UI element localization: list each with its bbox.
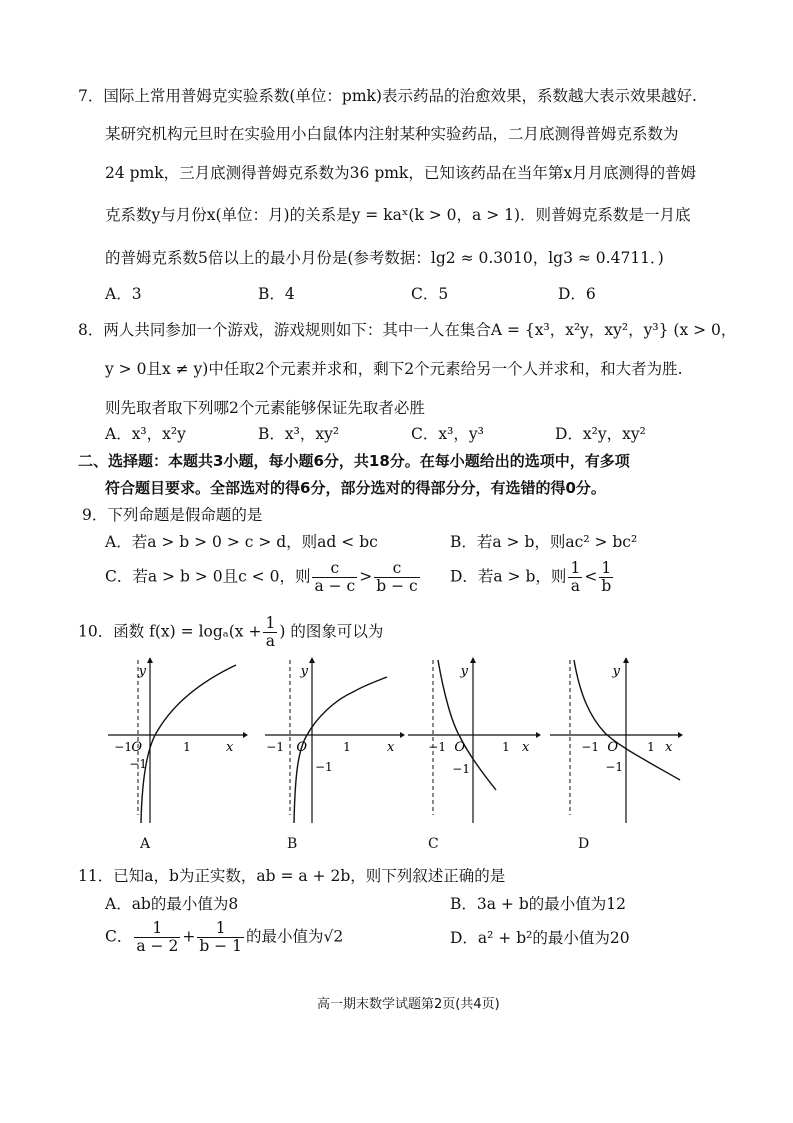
q10-stem-post: ) 的图象可以为 <box>279 622 384 641</box>
x-minus-one-label: −1 <box>581 740 599 754</box>
q10-graph-d <box>550 655 685 825</box>
x-one-label: 1 <box>647 740 655 754</box>
q10-graph-b-label: B <box>287 836 298 852</box>
q9-stem: 9．下列命题是假命题的是 <box>82 506 263 524</box>
x-label: x <box>387 740 395 755</box>
q9-option-c-operator: > <box>359 567 373 586</box>
q10-graph-b-svg <box>265 655 405 825</box>
y-axis-arrow <box>470 657 476 663</box>
q10-stem-pre: 10．函数 f(x) = logₐ(x + <box>78 622 262 641</box>
q9-option-d <box>450 560 615 595</box>
q9-option-c-fraction-2 <box>374 560 419 595</box>
q7-line-5: 的普姆克系数5倍以上的最小月份是(参考数据：lg2 ≈ 0.3010，lg3 ≈ 0.4711．) <box>105 249 664 267</box>
q10-graph-b <box>265 655 405 825</box>
q11-option-c-suffix: 的最小值为√2 <box>245 927 344 946</box>
y-label: y <box>138 664 146 679</box>
y-minus-one-label: −1 <box>315 760 333 774</box>
numerator: 1 <box>599 560 613 578</box>
q11-option-a: A．ab的最小值为8 <box>105 895 239 913</box>
curve <box>574 660 680 780</box>
x-one-label: 1 <box>183 740 191 754</box>
denominator: a <box>265 632 276 650</box>
origin-label: O <box>296 740 307 755</box>
x-axis-arrow <box>678 732 683 738</box>
q8-option-b: B．x³，xy² <box>258 425 340 443</box>
q9-option-c <box>105 560 422 595</box>
y-label: y <box>460 664 468 679</box>
q9-option-b: B．若a > b，则ac² > bc² <box>450 533 638 551</box>
q7-option-a: A．3 <box>105 285 142 303</box>
q9-option-d-fraction-2 <box>599 560 613 595</box>
numerator: c <box>374 560 419 578</box>
numerator: c <box>312 560 357 578</box>
q7-option-b: B．4 <box>258 285 295 303</box>
page-footer: 高一期末数学试题第2页(共4页) <box>317 997 500 1012</box>
x-minus-one-label: −1 <box>114 740 132 754</box>
q7-line-4: 克系数y与月份x(单位：月)的关系是y = kaˣ(k > 0，a > 1)．则普姆克系数是一月底 <box>105 206 691 224</box>
q7-option-d: D．6 <box>558 285 596 303</box>
denominator: a <box>570 577 580 595</box>
q8-line-3: 则先取者取下列哪2个元素能够保证先取者必胜 <box>105 399 425 417</box>
y-label: y <box>300 664 308 679</box>
q8-line-2: y > 0且x ≠ y)中任取2个元素并求和，剩下2个元素给另一个人并求和，和大者为胜. <box>105 360 683 378</box>
q9-option-c-text: C．若a > b > 0且c < 0，则 <box>105 567 311 586</box>
q10-stem <box>78 615 383 650</box>
x-axis-arrow <box>243 732 248 738</box>
denominator: b − 1 <box>199 937 242 955</box>
x-label: x <box>226 740 234 755</box>
denominator: a − c <box>314 577 356 595</box>
q8-option-d: D．x²y，xy² <box>555 425 646 443</box>
q11-option-d: D．a² + b²的最小值为20 <box>450 929 630 947</box>
q11-option-c-operator: + <box>182 927 196 946</box>
q7-line-2: 某研究机构元旦时在实验用小白鼠体内注射某种实验药品，二月底测得普姆克系数为 <box>105 125 679 143</box>
q9-option-d-operator: < <box>584 567 598 586</box>
section-2-heading: 二、选择题：本题共3小题，每小题6分，共18分。在每小题给出的选项中，有多项 <box>78 452 630 470</box>
origin-label: O <box>454 740 465 755</box>
x-one-label: 1 <box>502 740 510 754</box>
denominator: b − c <box>376 577 418 595</box>
q11-option-b: B．3a + b的最小值为12 <box>450 895 626 913</box>
y-axis-arrow <box>309 657 315 663</box>
x-minus-one-label: −1 <box>266 740 284 754</box>
denominator: b <box>601 577 612 595</box>
q10-graph-a-svg <box>108 655 248 825</box>
q8-option-a: A．x³，x²y <box>105 425 186 443</box>
x-axis-arrow <box>536 732 541 738</box>
q11-stem: 11．已知a，b为正实数，ab = a + 2b，则下列叙述正确的是 <box>78 867 506 885</box>
q10-graph-a-label: A <box>140 836 151 852</box>
numerator: 1 <box>570 559 581 577</box>
q7-line-3: 24 pmk，三月底测得普姆克系数为36 pmk，已知该药品在当年第x月月底测得的普姆 <box>105 164 697 182</box>
numerator: 1 <box>197 920 244 938</box>
q9-option-d-text: D．若a > b，则 <box>450 567 567 586</box>
origin-label: O <box>131 740 142 755</box>
q11-option-c <box>105 920 343 955</box>
q10-graph-c <box>408 655 543 825</box>
q10-graph-d-label: D <box>578 836 590 852</box>
y-minus-one-label: −1 <box>452 762 470 776</box>
q7-option-c: C．5 <box>411 285 449 303</box>
y-axis-arrow <box>623 657 629 663</box>
q7-line-1: 7．国际上常用普姆克实验系数(单位：pmk)表示药品的治愈效果，系数越大表示效果越好. <box>78 87 697 105</box>
x-label: x <box>665 740 673 755</box>
x-label: x <box>522 740 530 755</box>
q10-graph-a <box>108 655 248 825</box>
x-minus-one-label: −1 <box>428 740 446 754</box>
q8-line-1: 8．两人共同参加一个游戏，游戏规则如下：其中一人在集合A = {x³，x²y，xy²，y³} (x > 0， <box>78 321 737 339</box>
q10-stem-fraction <box>263 615 277 650</box>
q8-option-c: C．x³，y³ <box>411 425 484 443</box>
q9-option-c-fraction-1 <box>312 560 357 595</box>
q9-option-a: A．若a > b > 0 > c > d，则ad < bc <box>105 533 378 551</box>
x-axis-arrow <box>400 732 405 738</box>
q10-graph-c-label: C <box>428 836 439 852</box>
y-minus-one-label: −1 <box>129 757 147 771</box>
origin-label: O <box>607 740 618 755</box>
curve <box>294 677 387 823</box>
q11-option-c-fraction-2 <box>197 920 244 955</box>
denominator: a − 2 <box>136 937 179 955</box>
section-2-instructions: 符合题目要求。全部选对的得6分，部分选对的得部分分，有选错的得0分。 <box>105 479 606 497</box>
q11-option-c-fraction-1 <box>134 920 180 955</box>
q10-graph-c-svg <box>408 655 543 825</box>
x-one-label: 1 <box>343 740 351 754</box>
q10-graph-d-svg <box>550 655 685 825</box>
q11-option-c-prefix: C． <box>105 927 133 946</box>
numerator: 1 <box>134 920 180 938</box>
y-label: y <box>612 664 620 679</box>
y-axis-arrow <box>147 657 153 663</box>
q9-option-d-fraction-1 <box>568 560 582 595</box>
y-minus-one-label: −1 <box>605 760 623 774</box>
numerator: 1 <box>265 614 276 632</box>
